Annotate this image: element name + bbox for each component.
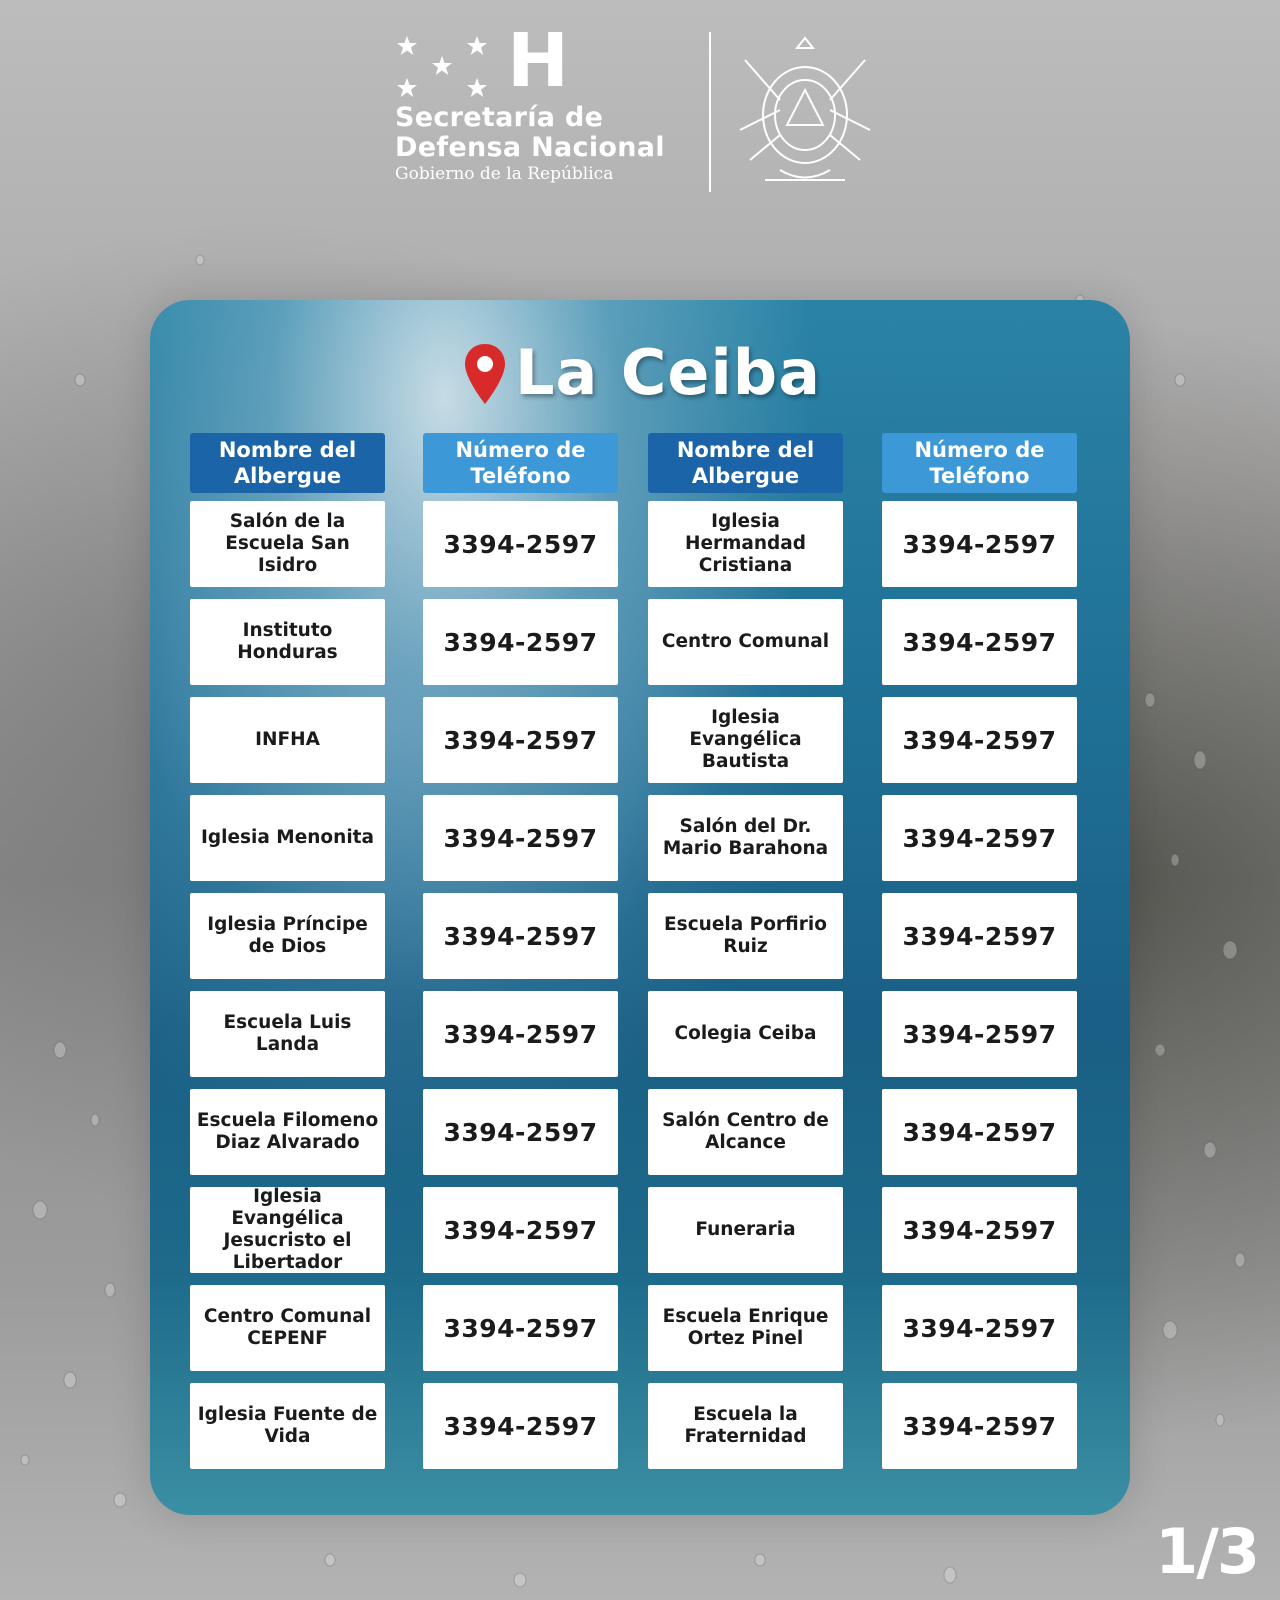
shelter-phone[interactable]: 3394-2597 xyxy=(423,1285,618,1371)
shelter-name: Centro Comunal CEPENF xyxy=(190,1285,385,1371)
stars-icon xyxy=(395,34,495,104)
shelter-phone[interactable]: 3394-2597 xyxy=(423,1383,618,1469)
shelter-phone[interactable]: 3394-2597 xyxy=(882,501,1077,587)
shelter-phone[interactable]: 3394-2597 xyxy=(882,1187,1077,1273)
org-name-line1: Secretaría de xyxy=(395,102,604,133)
shelter-name: Salón del Dr. Mario Barahona xyxy=(648,795,843,881)
shelter-name: INFHA xyxy=(190,697,385,783)
shelter-name: Escuela Enrique Ortez Pinel xyxy=(648,1285,843,1371)
shelter-phone[interactable]: 3394-2597 xyxy=(423,1089,618,1175)
page-title: La Ceiba xyxy=(515,336,821,409)
shelter-name: Iglesia Hermandad Cristiana xyxy=(648,501,843,587)
shelter-phone[interactable]: 3394-2597 xyxy=(423,893,618,979)
header-name-left: Nombre del Albergue xyxy=(190,433,385,493)
org-name-line2: Defensa Nacional xyxy=(395,132,665,163)
coat-of-arms-icon xyxy=(725,30,885,195)
page-indicator: 1/3 xyxy=(1155,1515,1258,1588)
shelter-name: Centro Comunal xyxy=(648,599,843,685)
org-header xyxy=(395,18,895,200)
shelter-name: Salón Centro de Alcance xyxy=(648,1089,843,1175)
shelter-phone[interactable]: 3394-2597 xyxy=(882,795,1077,881)
shelter-name: Iglesia Príncipe de Dios xyxy=(190,893,385,979)
shelter-name: Salón de la Escuela San Isidro xyxy=(190,501,385,587)
header-phone-right: Número de Teléfono xyxy=(882,433,1077,493)
shelter-name: Iglesia Evangélica Jesucristo el Libertador xyxy=(190,1187,385,1273)
shelter-phone[interactable]: 3394-2597 xyxy=(882,1089,1077,1175)
header-name-right: Nombre del Albergue xyxy=(648,433,843,493)
shelter-phone[interactable]: 3394-2597 xyxy=(882,893,1077,979)
shelter-name: Iglesia Fuente de Vida xyxy=(190,1383,385,1469)
shelter-phone[interactable]: 3394-2597 xyxy=(882,1383,1077,1469)
logo-letter: H xyxy=(507,18,569,104)
org-subtitle: Gobierno de la República xyxy=(395,164,614,184)
shelter-phone[interactable]: 3394-2597 xyxy=(882,599,1077,685)
shelter-name: Colegia Ceiba xyxy=(648,991,843,1077)
shelter-name: Iglesia Menonita xyxy=(190,795,385,881)
shelter-name: Escuela la Fraternidad xyxy=(648,1383,843,1469)
shelter-phone[interactable]: 3394-2597 xyxy=(882,697,1077,783)
shelter-phone[interactable]: 3394-2597 xyxy=(882,991,1077,1077)
shelter-phone[interactable]: 3394-2597 xyxy=(882,1285,1077,1371)
shelter-name: Funeraria xyxy=(648,1187,843,1273)
shelter-phone[interactable]: 3394-2597 xyxy=(423,501,618,587)
header-phone-left: Número de Teléfono xyxy=(423,433,618,493)
shelter-card xyxy=(150,300,1130,1515)
shelter-phone[interactable]: 3394-2597 xyxy=(423,795,618,881)
shelter-phone[interactable]: 3394-2597 xyxy=(423,599,618,685)
shelter-name: Instituto Honduras xyxy=(190,599,385,685)
shelter-name: Iglesia Evangélica Bautista xyxy=(648,697,843,783)
shelter-phone[interactable]: 3394-2597 xyxy=(423,697,618,783)
header-divider xyxy=(709,32,711,192)
shelter-name: Escuela Porfirio Ruiz xyxy=(648,893,843,979)
title-row xyxy=(150,318,1130,409)
shelter-phone[interactable]: 3394-2597 xyxy=(423,991,618,1077)
location-pin-icon xyxy=(462,342,508,406)
shelter-name: Escuela Luis Landa xyxy=(190,991,385,1077)
shelter-phone[interactable]: 3394-2597 xyxy=(423,1187,618,1273)
shelter-name: Escuela Filomeno Diaz Alvarado xyxy=(190,1089,385,1175)
